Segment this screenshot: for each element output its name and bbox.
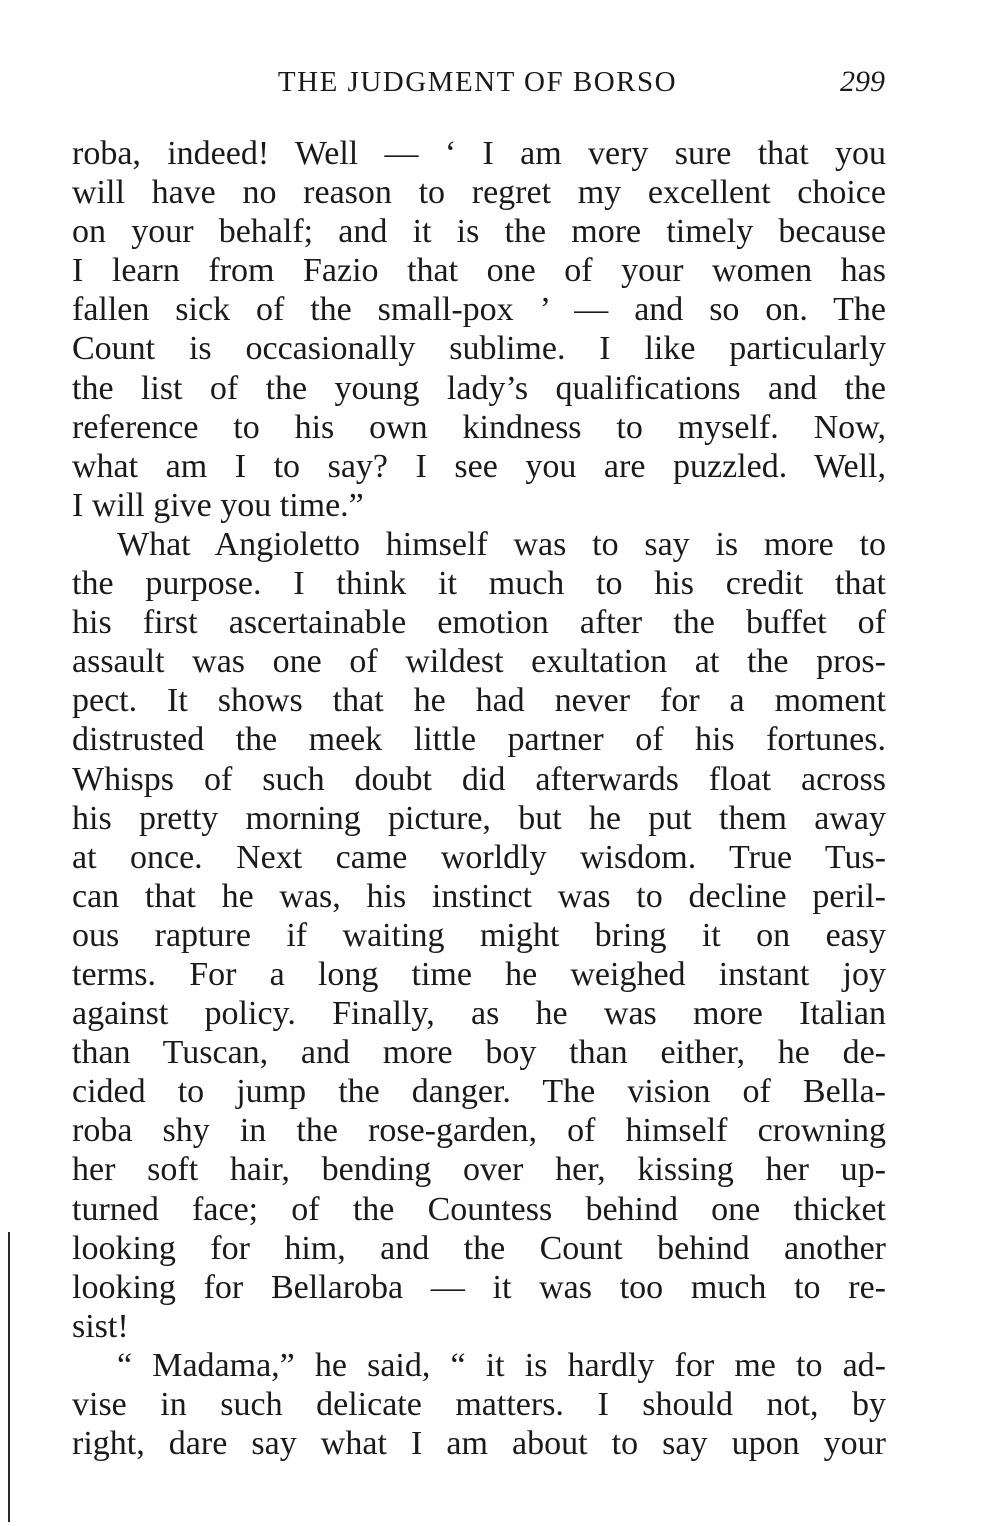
text-line: right, dare say what I am about to say upon your	[72, 1425, 886, 1463]
page-number: 299	[840, 65, 885, 98]
text-line: the purpose. I think it much to his credit that	[72, 565, 886, 603]
text-line: roba, indeed! Well — ‘ I am very sure that you	[72, 135, 886, 172]
text-line: his first ascertainable emotion after the buffet of	[72, 604, 886, 642]
text-line: roba shy in the rose-garden, of himself crowning	[72, 1112, 886, 1150]
text-line: fallen sick of the small-pox ’ — and so on. The	[72, 291, 886, 329]
text-line: ous rapture if waiting might bring it on easy	[72, 916, 886, 954]
text-line: against policy. Finally, as he was more Italian	[72, 995, 886, 1033]
text-line: looking for Bellaroba — it was too much to re-	[72, 1268, 886, 1306]
gutter-rule	[8, 1232, 10, 1522]
text-line: Count is occasionally sublime. I like particularly	[72, 330, 886, 368]
text-line: than Tuscan, and more boy than either, he de-	[72, 1034, 886, 1072]
text-line: I will give you time.”	[72, 486, 364, 524]
body-text	[72, 134, 886, 1463]
text-line: at once. Next came worldly wisdom. True Tus-	[72, 838, 886, 876]
text-line: will have no reason to regret my excellent choice	[72, 174, 886, 212]
text-line: I learn from Fazio that one of your women has	[72, 252, 886, 290]
running-head	[70, 64, 885, 100]
text-line: looking for him, and the Count behind another	[72, 1229, 886, 1267]
text-line: Whisps of such doubt did afterwards float across	[72, 760, 886, 798]
text-line: the list of the young lady’s qualifications and the	[72, 369, 886, 407]
text-line: his pretty morning picture, but he put them away	[72, 799, 886, 837]
text-line: terms. For a long time he weighed instant joy	[72, 955, 886, 993]
text-line: What Angioletto himself was to say is more to	[117, 525, 886, 563]
text-line: what am I to say? I see you are puzzled. Well,	[72, 447, 886, 485]
text-line: can that he was, his instinct was to decline peril-	[72, 877, 886, 915]
text-line: turned face; of the Countess behind one thicket	[72, 1190, 886, 1228]
text-line: sist!	[72, 1307, 129, 1345]
text-line: her soft hair, bending over her, kissing her up-	[72, 1151, 886, 1189]
text-line: on your behalf; and it is the more timely because	[72, 213, 886, 251]
text-line: assault was one of wildest exultation at the pros-	[72, 643, 886, 681]
running-title: THE JUDGMENT OF BORSO	[277, 66, 678, 98]
text-line: reference to his own kindness to myself. Now,	[72, 408, 886, 446]
text-line: vise in such delicate matters. I should not, by	[72, 1386, 886, 1423]
text-line: distrusted the meek little partner of his fortunes.	[72, 721, 886, 759]
text-line: “ Madama,” he said, “ it is hardly for me to ad-	[117, 1346, 886, 1384]
text-line: cided to jump the danger. The vision of Bella-	[72, 1073, 886, 1111]
text-line: pect. It shows that he had never for a moment	[72, 682, 886, 720]
